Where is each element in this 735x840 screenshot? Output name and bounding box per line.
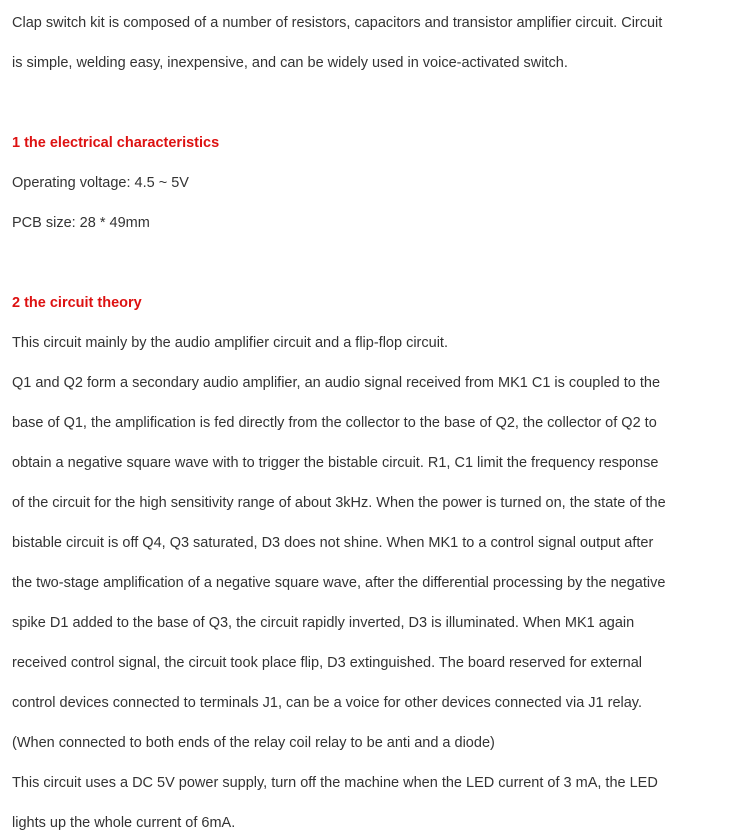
- section-heading-circuit-theory: 2 the circuit theory: [12, 295, 142, 311]
- theory-line: control devices connected to terminals J1, can be a voice for other devices connected via J1 relay.: [12, 695, 643, 711]
- intro-line: Clap switch kit is composed of a number of resistors, capacitors and transistor amplifier circuit. Circuit: [12, 15, 663, 31]
- theory-line: base of Q1, the amplification is fed directly from the collector to the base of Q2, the collector of Q2 to: [12, 415, 657, 431]
- theory-line: spike D1 added to the base of Q3, the circuit rapidly inverted, D3 is illuminated. When MK1 again: [12, 615, 635, 631]
- theory-line: (When connected to both ends of the relay coil relay to be anti and a diode): [12, 735, 495, 751]
- theory-line: received control signal, the circuit took place flip, D3 extinguished. The board reserved for external: [12, 655, 643, 671]
- theory-line: the two-stage amplification of a negative square wave, after the differential processing by the negative: [12, 575, 666, 591]
- operating-voltage-text: Operating voltage: 4.5 ~ 5V: [12, 175, 189, 191]
- theory-line: This circuit mainly by the audio amplifier circuit and a flip-flop circuit.: [12, 335, 448, 351]
- pcb-size-text: PCB size: 28 * 49mm: [12, 215, 150, 231]
- theory-line: Q1 and Q2 form a secondary audio amplifier, an audio signal received from MK1 C1 is coupled to the: [12, 375, 661, 391]
- theory-line: This circuit uses a DC 5V power supply, turn off the machine when the LED current of 3 mA, the LED: [12, 775, 658, 791]
- intro-line: is simple, welding easy, inexpensive, and can be widely used in voice-activated switch.: [12, 55, 568, 71]
- section-heading-electrical-characteristics: 1 the electrical characteristics: [12, 135, 220, 151]
- theory-line: of the circuit for the high sensitivity range of about 3kHz. When the power is turned on, the state of the: [12, 495, 666, 511]
- theory-line: bistable circuit is off Q4, Q3 saturated, D3 does not shine. When MK1 to a control signal output after: [12, 535, 654, 551]
- theory-line: obtain a negative square wave with to trigger the bistable circuit. R1, C1 limit the frequency response: [12, 455, 659, 471]
- theory-line: lights up the whole current of 6mA.: [12, 815, 236, 831]
